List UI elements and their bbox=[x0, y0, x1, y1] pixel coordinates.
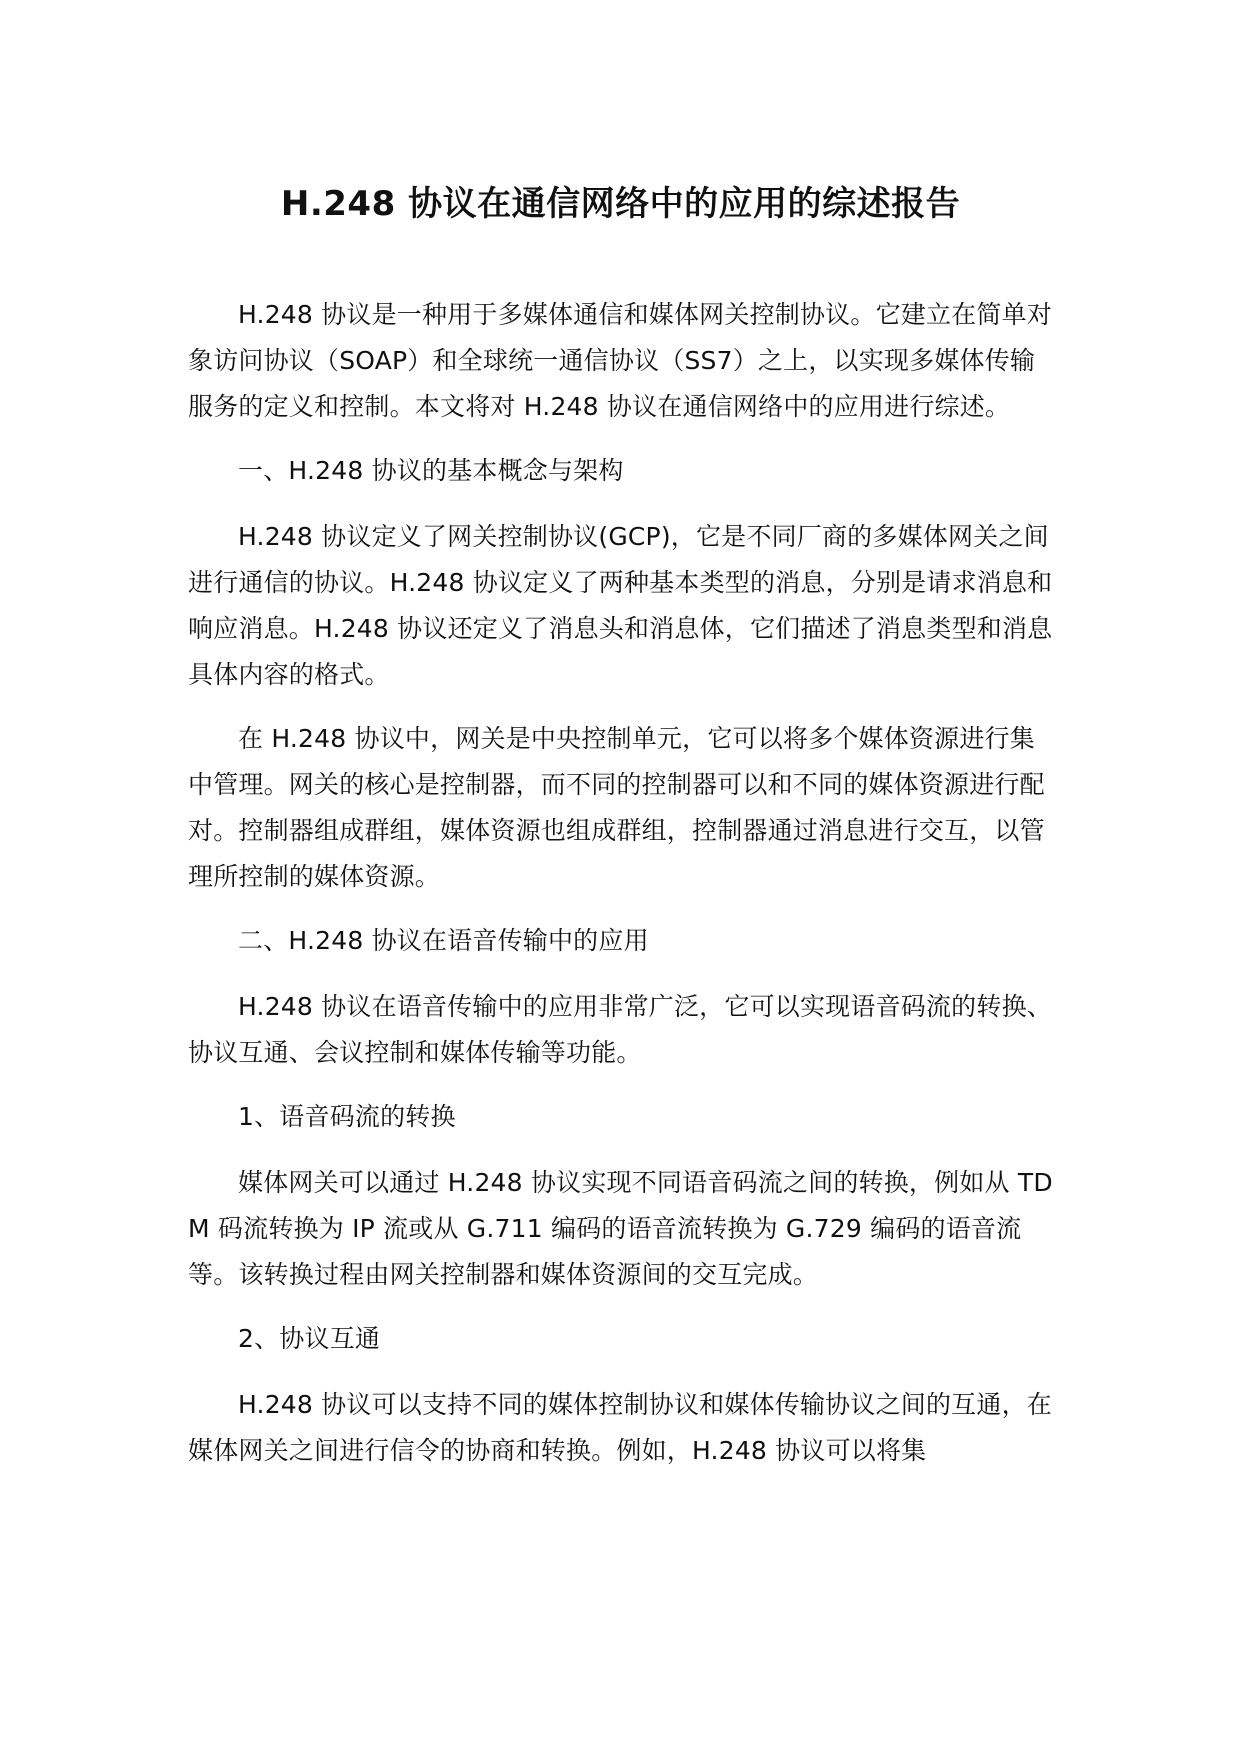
interworking-paragraph: H.248 协议可以支持不同的媒体控制协议和媒体传输协议之间的互通，在媒体网关之间进行信令的协商和转换。例如，H.248 协议可以将集 bbox=[188, 1390, 1052, 1465]
codec-conversion-paragraph: 媒体网关可以通过 H.248 协议实现不同语音码流之间的转换，例如从 TDM 码流转换为 IP 流或从 G.711 编码的语音流转换为 G.729 编码的语音流等。该转换过程由网关控制器和媒体资源间的交互完成。 bbox=[188, 1168, 1053, 1289]
section-heading-1: 一、H.248 协议的基本概念与架构 bbox=[238, 456, 624, 485]
intro-paragraph: H.248 协议是一种用于多媒体通信和媒体网关控制协议。它建立在简单对象访问协议（SOAP）和全球统一通信协议（SS7）之上，以实现多媒体传输服务的定义和控制。本文将对 H.248 协议在通信网络中的应用进行综述。 bbox=[188, 300, 1052, 421]
document-title: H.248 协议在通信网络中的应用的综述报告 bbox=[280, 184, 961, 224]
section-heading-2: 二、H.248 协议在语音传输中的应用 bbox=[238, 926, 649, 955]
voice-application-paragraph: H.248 协议在语音传输中的应用非常广泛，它可以实现语音码流的转换、协议互通、会议控制和媒体传输等功能。 bbox=[188, 992, 1052, 1067]
subsection-heading-1: 1、语音码流的转换 bbox=[238, 1102, 456, 1131]
document-body bbox=[188, 292, 1058, 1492]
gcp-paragraph: H.248 协议定义了网关控制协议(GCP)，它是不同厂商的多媒体网关之间进行通信的协议。H.248 协议定义了两种基本类型的消息，分别是请求消息和响应消息。H.248 协议还定义了消息头和消息体，它们描述了消息类型和消息具体内容的格式。 bbox=[188, 522, 1053, 689]
gateway-paragraph: 在 H.248 协议中，网关是中央控制单元，它可以将多个媒体资源进行集中管理。网关的核心是控制器，而不同的控制器可以和不同的媒体资源进行配对。控制器组成群组，媒体资源也组成群组，控制器通过消息进行交互，以管理所控制的媒体资源。 bbox=[188, 724, 1045, 891]
subsection-heading-2: 2、协议互通 bbox=[238, 1324, 381, 1353]
